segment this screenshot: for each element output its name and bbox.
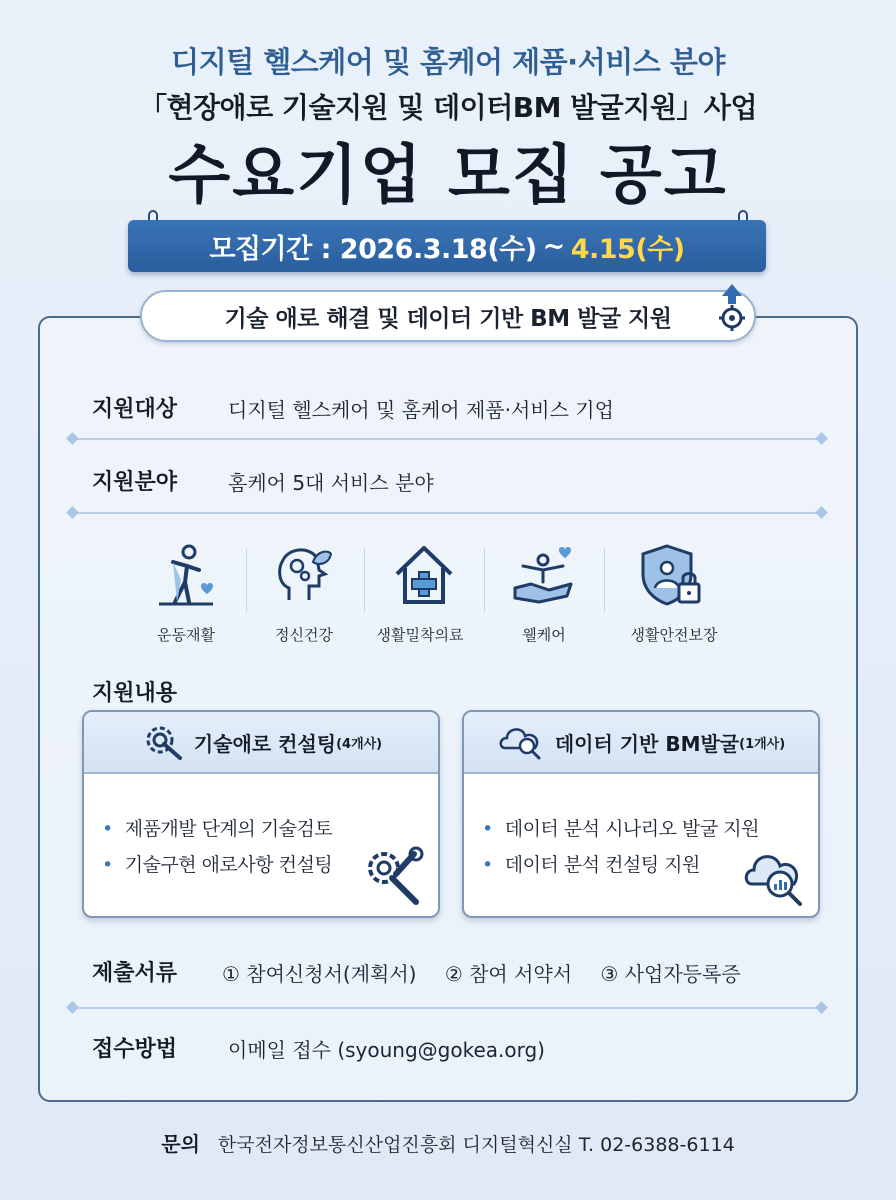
reception-label: 접수방법 <box>92 1037 178 1062</box>
service-label: 생활밀착의료 <box>376 626 464 644</box>
list-item-text: 데이터 분석 컨설팅 지원 <box>504 854 700 876</box>
divider <box>72 438 822 440</box>
divider <box>72 1007 822 1009</box>
submission-label: 제출서류 <box>92 961 178 986</box>
banner-pill <box>140 290 756 342</box>
contact-footer <box>0 1128 896 1157</box>
doc-item: ③ 사업자등록증 <box>600 962 741 986</box>
mental-health-icon <box>244 540 364 610</box>
cloud-analytics-icon <box>742 844 808 912</box>
gear-upload-icon <box>712 282 752 338</box>
data-box-header <box>464 712 818 774</box>
list-item: • 데이터 분석 시나리오 발굴 지원 <box>482 818 759 840</box>
target-value: 디지털 헬스케어 및 홈케어 제품·서비스 기업 <box>228 398 614 422</box>
exercise-rehab-icon <box>126 540 246 610</box>
field-label: 지원분야 <box>92 470 178 495</box>
list-item-text: 데이터 분석 시나리오 발굴 지원 <box>504 818 759 840</box>
banner-text: 기술 애로 해결 및 데이터 기반 BM 발굴 지원 <box>224 305 672 332</box>
period-start: 모집기간 : 2026.3.18(수) <box>209 233 537 265</box>
page-title: 수요기업 모집 공고 <box>168 139 728 213</box>
tech-consulting-box <box>82 710 440 918</box>
contact-label: 문의 <box>161 1132 200 1156</box>
divider <box>72 512 822 514</box>
service-label: 정신건강 <box>275 626 333 644</box>
subtitle-line-1: 디지털 헬스케어 및 홈케어 제품·서비스 분야 <box>171 45 725 79</box>
tech-box-header <box>84 712 438 774</box>
safety-shield-icon <box>612 540 732 610</box>
data-bm-box <box>462 710 820 918</box>
tools-icon <box>362 844 426 912</box>
tech-box-title: 기술애로 컨설팅 <box>193 731 337 756</box>
list-item: • 제품개발 단계의 기술검토 <box>102 818 333 840</box>
field-value: 홈케어 5대 서비스 분야 <box>228 471 434 495</box>
list-item: • 기술구현 애로사항 컨설팅 <box>102 854 333 876</box>
recruitment-period <box>128 220 766 272</box>
subtitle-line-2: 「현장애로 기술지원 및 데이터BM 발굴지원」사업 <box>138 91 758 124</box>
submission-docs <box>222 958 763 987</box>
wellcare-icon <box>484 540 604 610</box>
doc-item: ② 참여 서약서 <box>444 962 573 986</box>
doc-item: ① 참여신청서(계획서) <box>222 962 417 986</box>
gear-wrench-icon <box>140 720 184 764</box>
list-item: • 데이터 분석 컨설팅 지원 <box>482 854 700 876</box>
list-item-text: 기술구현 애로사항 컨설팅 <box>124 854 333 876</box>
contact-text: 한국전자정보통신산업진흥회 디지털혁신실 T. 02-6388-6114 <box>217 1134 735 1156</box>
divider <box>604 548 605 612</box>
period-end: 4.15(수) <box>570 233 685 265</box>
service-label: 웰케어 <box>522 626 566 644</box>
service-label: 운동재활 <box>157 626 215 644</box>
tech-box-count: (4개사) <box>336 736 383 752</box>
content-label: 지원내용 <box>92 681 178 706</box>
target-label: 지원대상 <box>92 397 178 422</box>
cloud-search-icon <box>497 720 545 764</box>
data-box-count: (1개사) <box>739 736 786 752</box>
period-separator: ~ <box>542 230 565 262</box>
reception-email[interactable]: 이메일 접수 (syoung@gokea.org) <box>228 1038 545 1062</box>
service-label: 생활안전보장 <box>630 626 718 644</box>
data-box-title: 데이터 기반 BM발굴 <box>554 731 740 756</box>
list-item-text: 제품개발 단계의 기술검토 <box>124 818 333 840</box>
home-medical-icon <box>364 540 484 610</box>
